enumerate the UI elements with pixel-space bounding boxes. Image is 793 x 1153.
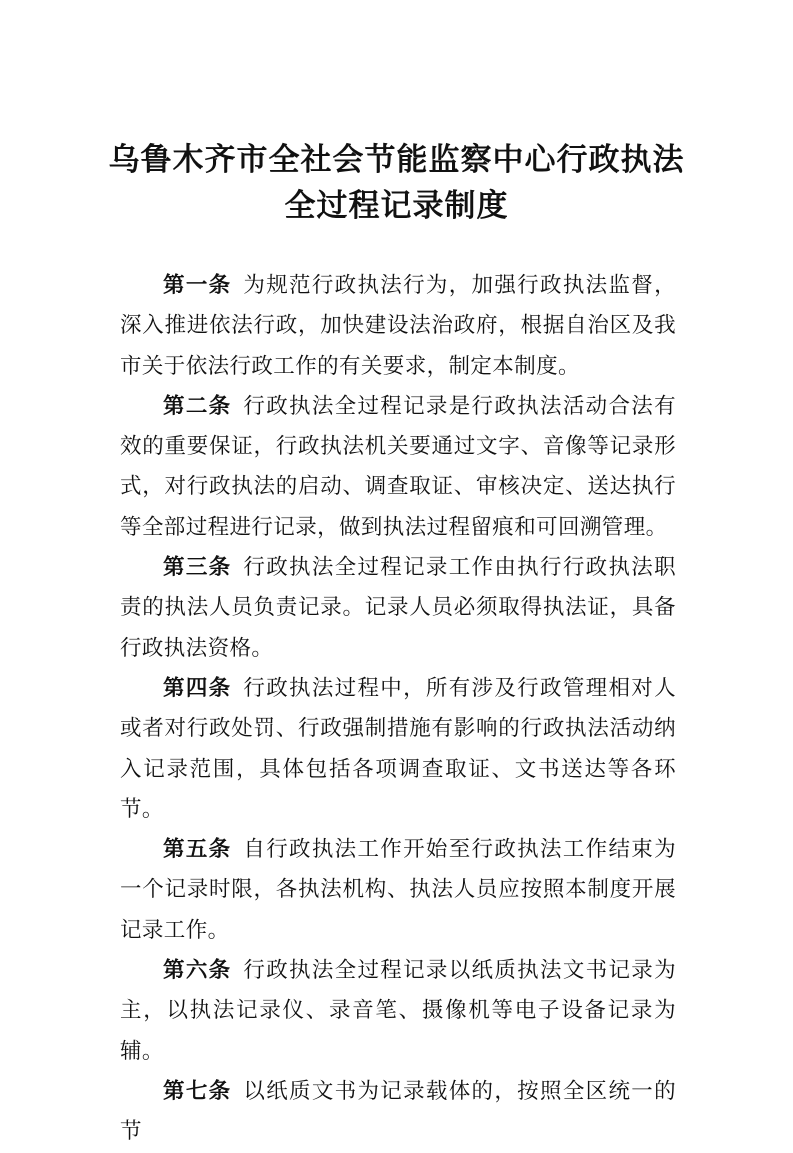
article-6 [120, 951, 676, 1072]
article-4 [120, 669, 676, 830]
document-title-line-1: 乌鲁木齐市全社会节能监察中心行政执法 [108, 142, 685, 178]
article-5 [120, 830, 676, 951]
article-text: 以纸质文书为记录载体的，按照全区统一的节 [120, 1078, 676, 1145]
article-label: 第七条 [163, 1078, 232, 1104]
article-text: 行政执法全过程记录是行政执法活动合法有效的重要保证，行政执法机关要通过文字、音像等记录形式，对行政执法的启动、调查取证、审核决定、送达执行等全部过程进行记录，做到执法过程留痕和可回溯管理。 [120, 393, 676, 540]
article-7 [120, 1072, 676, 1153]
document-body [120, 266, 676, 1153]
article-label: 第五条 [163, 837, 232, 863]
article-text: 为规范行政执法行为，加强行政执法监督，深入推进依法行政，加快建设法治政府，根据自治区及我市关于依法行政工作的有关要求，制定本制度。 [120, 273, 676, 379]
article-1 [120, 266, 676, 387]
article-2 [120, 387, 676, 548]
article-text: 行政执法过程中，所有涉及行政管理相对人或者对行政处罚、行政强制措施有影响的行政执法活动纳入记录范围，具体包括各项调查取证、文书送达等各环节。 [120, 675, 676, 822]
article-label: 第三条 [163, 555, 232, 581]
article-3 [120, 548, 676, 669]
article-label: 第二条 [163, 393, 232, 419]
article-label: 第一条 [163, 273, 232, 298]
article-label: 第四条 [163, 675, 232, 701]
document-title-line-2: 全过程记录制度 [284, 188, 509, 224]
article-text: 行政执法全过程记录以纸质执法文书记录为主，以执法记录仪、录音笔、摄像机等电子设备记录为辅。 [120, 958, 676, 1064]
article-text: 自行政执法工作开始至行政执法工作结束为一个记录时限，各执法机构、执法人员应按照本制度开展记录工作。 [120, 837, 676, 943]
article-label: 第六条 [163, 958, 232, 984]
article-text: 行政执法全过程记录工作由执行行政执法职责的执法人员负责记录。记录人员必须取得执法证，具备行政执法资格。 [120, 555, 676, 661]
